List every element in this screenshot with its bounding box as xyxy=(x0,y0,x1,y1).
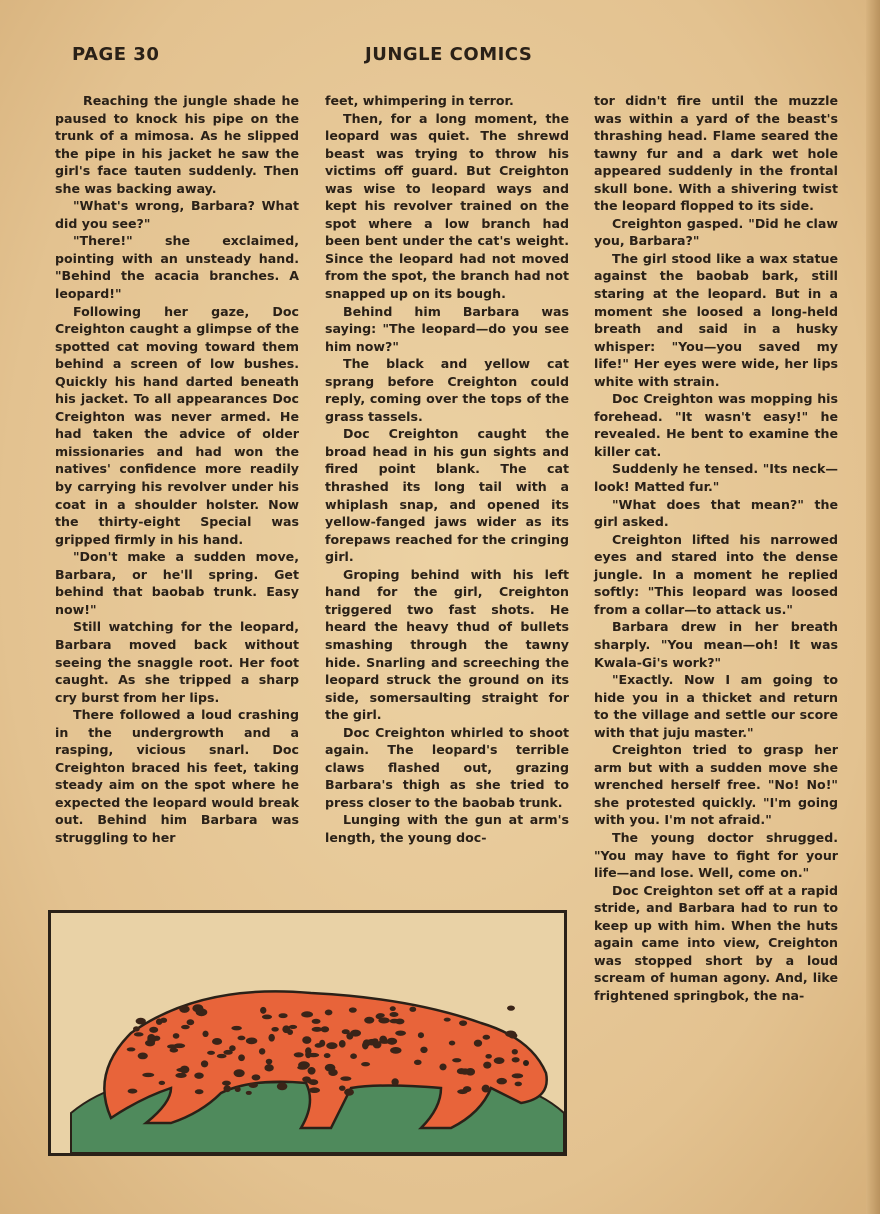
leopard-spot xyxy=(133,1026,140,1031)
paragraph: The girl stood like a wax statue against the baobab bark, still staring at the leopard. But in a moment she loosed a long-held breath and said in a husky whisper: "You—you saved my life!" Her eyes were wide, her lips white with strain. xyxy=(594,250,838,389)
leopard-spot xyxy=(463,1086,471,1092)
leopard-spot xyxy=(173,1033,180,1039)
paragraph: Suddenly he tensed. "Its neck—look! Matted fur." xyxy=(594,461,838,495)
paragraph: Creighton tried to grasp her arm but with a sudden move she wrenched herself free. "No! No!" she protested quickly. "I'm going with you. I'm not afraid." xyxy=(594,742,838,828)
leopard-spot xyxy=(507,1006,515,1011)
leopard-spot xyxy=(362,1042,369,1050)
leopard-spot xyxy=(308,1067,316,1075)
leopard-spot xyxy=(496,1078,506,1085)
leopard-spot xyxy=(134,1032,144,1036)
leopard-spot xyxy=(248,1082,258,1088)
paragraph: feet, whimpering in terror. xyxy=(325,93,514,108)
paragraph: Behind him Barbara was saying: "The leopard—do you see him now?" xyxy=(325,303,569,354)
text-column-3 xyxy=(594,92,838,1004)
leopard-spot xyxy=(238,1054,245,1061)
leopard-spot xyxy=(181,1025,190,1029)
leopard-spot xyxy=(339,1085,346,1090)
leopard-spot xyxy=(315,1043,323,1048)
leopard-spot xyxy=(342,1029,350,1034)
leopard-spot xyxy=(301,1011,313,1017)
text-column-2 xyxy=(325,92,569,847)
leopard-spot xyxy=(364,1017,374,1024)
paragraph: The black and yellow cat sprang before Creighton could reply, coming over the tops of the grass tassels. xyxy=(325,356,569,424)
leopard-spot xyxy=(418,1032,424,1038)
paragraph: Doc Creighton caught the broad head in his gun sights and fired point blank. The cat thrashed its long tail with a whiplash snap, and opened its yellow-fanged jaws wider as its forepaws reached for the cringing girl. xyxy=(325,426,569,565)
leopard-spot xyxy=(378,1017,389,1023)
leopard-spot xyxy=(449,1041,456,1046)
leopard-spot xyxy=(420,1047,427,1054)
leopard-spot xyxy=(159,1081,165,1085)
leopard-spot xyxy=(390,1006,396,1011)
leopard-spot xyxy=(307,1079,316,1083)
paragraph: Creighton lifted his narrowed eyes and stared into the dense jungle. In a moment he replied softly: "This leopard was loosed from a collar—to attack us." xyxy=(594,531,838,617)
leopard-spot xyxy=(512,1073,524,1078)
leopard-spot xyxy=(229,1045,236,1051)
paragraph: "There!" she exclaimed, pointing with an unsteady hand. "Behind the acacia branches. A leopard!" xyxy=(55,233,299,302)
leopard-spot xyxy=(512,1057,520,1062)
leopard-spot xyxy=(180,1066,190,1074)
paragraph: Doc Creighton was mopping his forehead. "It wasn't easy!" he revealed. He bent to examine the killer cat. xyxy=(594,391,838,459)
leopard-spot xyxy=(156,1019,163,1025)
page-title: JUNGLE COMICS xyxy=(365,44,533,65)
leopard-spot xyxy=(460,1068,470,1074)
leopard-spot xyxy=(179,1005,189,1012)
leopard-spot xyxy=(328,1069,337,1076)
leopard-spot xyxy=(268,1034,274,1042)
paragraph: Doc Creighton set off at a rapid stride, and Barbara had to run to keep up with him. When the huts again came into view, Creighton was stopped short by a loud scream of human agony. And, like frightened springbok, the na- xyxy=(594,882,838,1003)
leopard-spot xyxy=(142,1073,154,1077)
leopard-spot xyxy=(128,1089,138,1094)
leopard-spot xyxy=(505,1030,516,1037)
leopard-spot xyxy=(271,1027,278,1032)
leopard-spot xyxy=(246,1037,257,1044)
paragraph: Still watching for the leopard, Barbara moved back without seeing the snaggle root. Her foot caught. As she tripped a sharp cry burst from her lips. xyxy=(55,619,299,705)
leopard-spot xyxy=(127,1047,136,1051)
leopard-spot xyxy=(202,1031,208,1037)
leopard-spot xyxy=(305,1051,311,1058)
leopard-spot xyxy=(439,1063,446,1070)
leopard-spot xyxy=(149,1027,158,1033)
leopard-spot xyxy=(379,1040,390,1044)
leopard-illustration xyxy=(48,910,567,1156)
paragraph: Lunging with the gun at arm's length, the young doc- xyxy=(325,812,569,845)
leopard-spot xyxy=(361,1062,370,1066)
leopard-spot xyxy=(414,1060,422,1065)
leopard-spot xyxy=(391,1078,398,1085)
leopard-spot xyxy=(350,1053,357,1059)
leopard-spot xyxy=(264,1064,273,1071)
leopard-spot xyxy=(390,1019,400,1024)
leopard-spot xyxy=(246,1091,252,1095)
leopard-spot xyxy=(175,1073,186,1078)
leopard-spot xyxy=(147,1034,155,1042)
leopard-spot xyxy=(231,1026,241,1031)
leopard-spot xyxy=(235,1087,241,1092)
leopard-spot xyxy=(459,1020,467,1026)
leopard-spot xyxy=(167,1044,178,1048)
leopard-spot xyxy=(282,1025,290,1033)
paragraph: "Don't make a sudden move, Barbara, or he'll spring. Get behind that baobab trunk. Easy now!" xyxy=(55,549,299,617)
leopard-spot xyxy=(483,1035,490,1040)
paragraph: "What's wrong, Barbara? What did you see?" xyxy=(55,198,299,231)
leopard-spot xyxy=(389,1012,398,1017)
page-edge xyxy=(866,0,880,1214)
leopard-spot xyxy=(350,1030,361,1037)
leopard-spot xyxy=(302,1036,311,1044)
leopard-spot xyxy=(485,1054,492,1059)
paragraph: Then, for a long moment, the leopard was quiet. The shrewd beast was trying to throw his victims off guard. But Creighton was wise to leopard ways and kept his revolver trained on the spot where a low branch had been bent under the cat's weight. Since the leopard had not moved from the spot, the branch had not snapped up on its bough. xyxy=(325,110,569,302)
leopard-spot xyxy=(312,1019,321,1024)
leopard-spot xyxy=(309,1087,320,1093)
leopard-spot xyxy=(136,1018,146,1025)
leopard-spot xyxy=(325,1009,333,1015)
leopard-spot xyxy=(515,1082,522,1087)
leopard-spot xyxy=(390,1047,401,1054)
leopard-spot xyxy=(277,1083,288,1091)
leopard-spot xyxy=(262,1015,272,1020)
text-column-1 xyxy=(55,92,299,847)
paragraph: Groping behind with his left hand for the girl, Creighton triggered two fast shots. He heard the heavy thud of bullets smashing through the tawny hide. Snarling and screeching the leopard struck the ground on its side, somersaulting straight for the girl. xyxy=(325,566,569,723)
leopard-spot xyxy=(494,1057,505,1064)
leopard-spot xyxy=(138,1053,148,1060)
leopard-spot xyxy=(326,1042,337,1049)
page-number: PAGE 30 xyxy=(72,44,160,65)
leopard-spot xyxy=(187,1019,195,1025)
leopard-spot xyxy=(234,1069,245,1077)
paragraph: The young doctor shrugged. "You may have to fight for your life—and lose. Well, come on." xyxy=(594,829,838,881)
paragraph: Reaching the jungle shade he paused to knock his pipe on the trunk of a mimosa. As he slipped the pipe in his jacket he saw the girl's face tauten suddenly. Then she was backing away. xyxy=(55,93,299,196)
leopard-spot xyxy=(237,1036,245,1041)
leopard-spot xyxy=(395,1030,406,1035)
leopard-spot xyxy=(324,1053,331,1058)
leopard-spot xyxy=(344,1088,354,1095)
leopard-spot xyxy=(294,1052,304,1057)
paragraph: "What does that mean?" the girl asked. xyxy=(594,496,838,530)
leopard-spot xyxy=(217,1054,227,1058)
leopard-spot xyxy=(349,1007,357,1012)
leopard-spot xyxy=(482,1085,490,1093)
leopard-spot xyxy=(212,1038,222,1045)
paragraph: "Exactly. Now I am going to hide you in a thicket and return to the village and settle our score with that juju master." xyxy=(594,672,838,740)
leopard-eye xyxy=(523,1060,529,1066)
leopard-spot xyxy=(452,1058,461,1062)
leopard-spot xyxy=(279,1013,288,1018)
leopard-spot xyxy=(201,1060,208,1067)
paragraph: Creighton gasped. "Did he claw you, Barbara?" xyxy=(594,215,838,249)
paragraph: Following her gaze, Doc Creighton caught a glimpse of the spotted cat moving toward them behind a screen of low bushes. Quickly his hand darted beneath his jacket. To all appearances Doc Creighton was never armed. He had taken the advice of older missionaries and had won the natives' confidence more readily by carrying his revolver under his coat in a shoulder holster. Now the thirty-eight Special was gripped firmly in his hand. xyxy=(55,303,299,547)
leopard-spot xyxy=(297,1065,308,1069)
leopard-spot xyxy=(512,1049,518,1055)
leopard-spot xyxy=(259,1048,265,1054)
leopard-spot xyxy=(260,1007,266,1014)
leopard-spot xyxy=(266,1059,273,1065)
leopard-spot xyxy=(409,1007,416,1012)
paragraph: Barbara drew in her breath sharply. "You mean—oh! It was Kwala-Gi's work?" xyxy=(594,619,838,670)
leopard-spot xyxy=(444,1018,451,1022)
leopard-spot xyxy=(252,1074,261,1080)
paragraph: There followed a loud crashing in the undergrowth and a rasping, vicious snarl. Doc Creighton braced his feet, taking steady aim on the spot where he expected the leopard would break out. Behind him Barbara was struggling to her xyxy=(55,707,299,845)
leopard-spot xyxy=(192,1004,203,1012)
leopard-drawing xyxy=(51,913,564,1153)
leopard-spot xyxy=(339,1040,346,1048)
paragraph: tor didn't fire until the muzzle was within a yard of the beast's thrashing head. Flame seared the tawny fur and a dark wet hole appeared suddenly in the frontal skull bone. With a shivering twist the leopard flopped to its side. xyxy=(594,93,838,214)
leopard-spot xyxy=(222,1081,231,1086)
leopard-spot xyxy=(207,1051,215,1055)
leopard-spot xyxy=(195,1089,204,1094)
leopard-spot xyxy=(223,1085,230,1092)
leopard-spot xyxy=(194,1072,203,1078)
leopard-spot xyxy=(340,1076,351,1081)
paragraph: Doc Creighton whirled to shoot again. The leopard's terrible claws flashed out, grazing Barbara's thigh as she tried to press closer to the baobab trunk. xyxy=(325,724,569,810)
leopard-spot xyxy=(312,1027,323,1032)
leopard-spot xyxy=(474,1040,482,1047)
leopard-spot xyxy=(483,1062,491,1069)
